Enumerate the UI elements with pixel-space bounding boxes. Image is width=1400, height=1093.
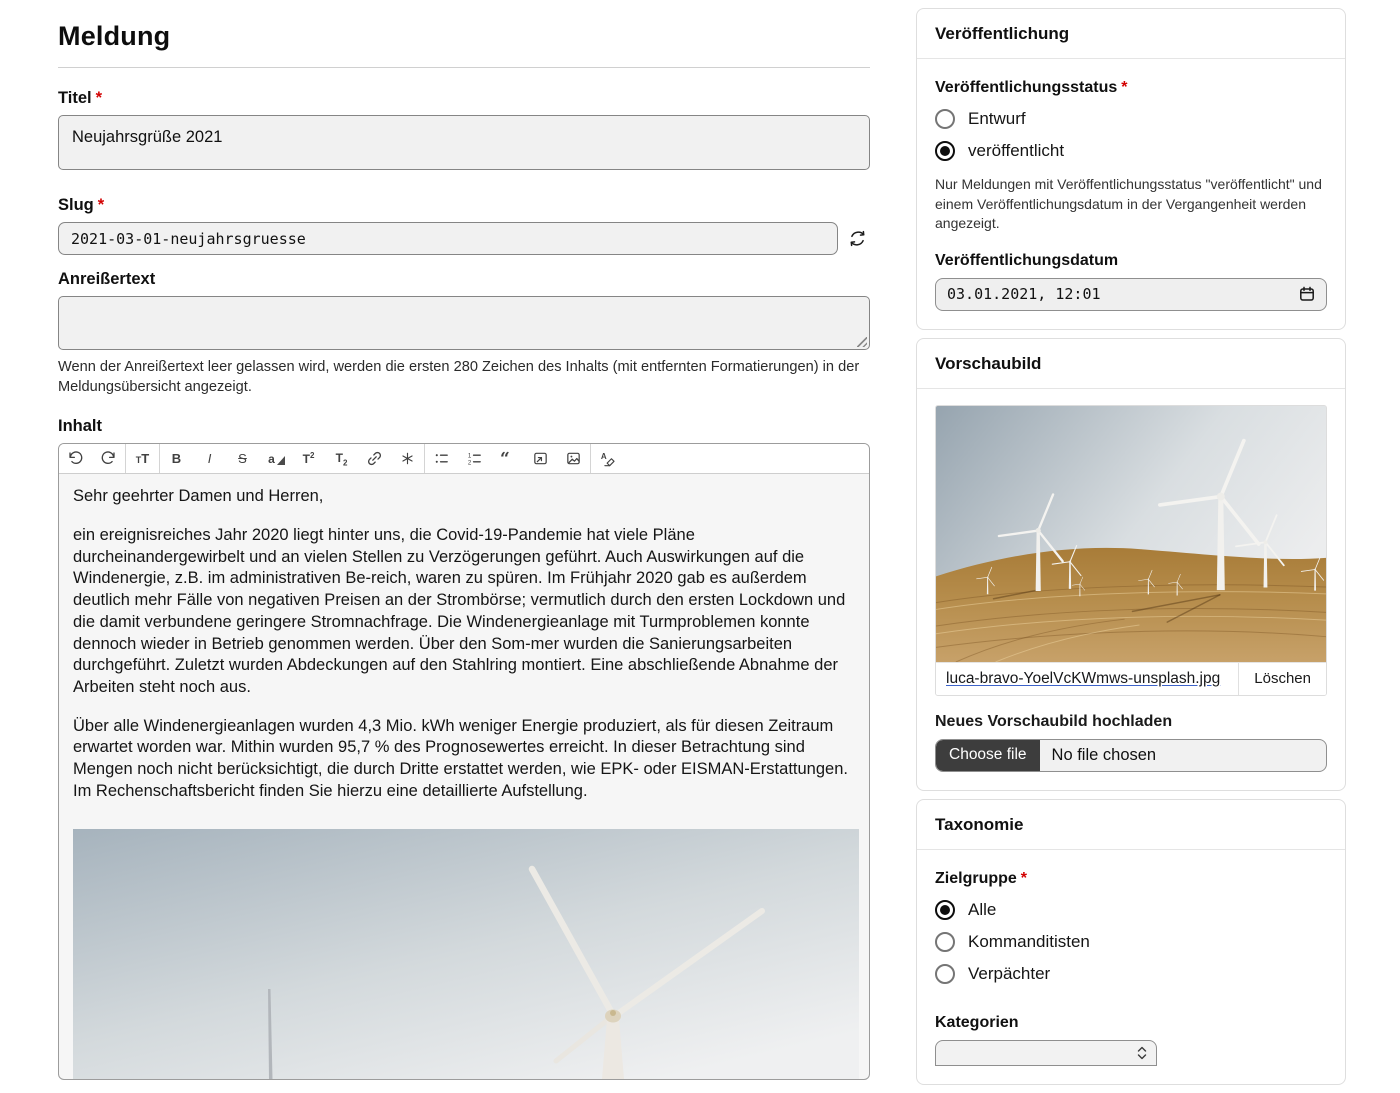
ordered-list-icon: [466, 450, 483, 467]
radio-label: Kommanditisten: [968, 931, 1090, 951]
divider: [58, 67, 870, 68]
footnote-button[interactable]: [391, 444, 424, 473]
zielgruppe-label: Zielgruppe *: [935, 869, 1028, 887]
taxonomy-card-title: Taxonomie: [917, 800, 1345, 850]
radio-kommanditisten[interactable]: [935, 926, 1327, 958]
meldung-form: [58, 16, 870, 1080]
undo-button[interactable]: [59, 444, 92, 473]
clear-formatting-icon: [599, 450, 616, 467]
sidebar: [916, 8, 1346, 1093]
kategorien-select[interactable]: [935, 1040, 1157, 1066]
svg-text:“: “: [499, 450, 510, 468]
bullet-list-icon: [433, 450, 450, 467]
italic-button[interactable]: [193, 444, 226, 473]
radio-label: Alle: [968, 899, 997, 919]
undo-icon: [67, 450, 84, 467]
required-marker: *: [95, 89, 103, 107]
superscript-button[interactable]: [292, 444, 325, 473]
image-button[interactable]: [557, 444, 590, 473]
svg-text:1: 1: [467, 452, 472, 460]
anreissertext-help: Wenn der Anreißertext leer gelassen wird, werden die ersten 280 Zeichen des Inhalts (mit entfernten Formatierungen) in der Meldungsübersicht angezeigt.: [58, 359, 860, 396]
editor-content[interactable]: [59, 474, 869, 1078]
radio-circle[interactable]: [935, 964, 955, 984]
radio-circle[interactable]: [935, 109, 955, 129]
slug-input[interactable]: 2021-03-01-neujahrsgruesse: [58, 222, 838, 255]
ordered-list-button[interactable]: [458, 444, 491, 473]
preview-image-card: [916, 338, 1346, 791]
paragraph: Über alle Windenergieanlagen wurden 4,3 Mio. kWh weniger Energie produziert, als für diesen Zeitraum erwartet worden war. Mithin wurden 95,7 % des Prognosewertes erreicht. In dieser Betrachtung sind Mengen noch nicht berücksichtigt, die durch Dritte erstattet werden, wie EPK- oder EISMAN-Erstattungen. Im Rechenschaftsbericht finden Sie hierzu eine detaillierte Aufstellung.: [73, 716, 848, 800]
file-upload-input[interactable]: [935, 739, 1327, 772]
anreissertext-textarea[interactable]: [58, 296, 870, 350]
publication-date-input[interactable]: [935, 278, 1327, 311]
delete-preview-button[interactable]: Löschen: [1238, 663, 1326, 695]
radio-label: Verpächter: [968, 963, 1051, 983]
redo-button[interactable]: [92, 444, 125, 473]
required-marker: *: [1020, 869, 1028, 887]
date-value: 03.01.2021, 12:01: [947, 285, 1101, 304]
preview-figure: [935, 405, 1327, 696]
content-windmill-image: [73, 829, 859, 1079]
radio-verpaechter[interactable]: [935, 958, 1327, 990]
preview-windmill-image: [936, 406, 1326, 662]
titel-label: Titel *: [58, 89, 103, 107]
bold-button[interactable]: [160, 444, 193, 473]
rich-text-editor: [58, 443, 870, 1079]
calendar-icon[interactable]: [1299, 286, 1315, 302]
preview-filename-link[interactable]: luca-bravo-YoelVcKWmws-unsplash.jpg: [946, 669, 1221, 687]
publication-status-label: Veröffentlichungsstatus *: [935, 79, 1128, 96]
italic-icon: I: [207, 451, 212, 467]
subscript-button[interactable]: [325, 444, 358, 473]
page-title: Meldung: [58, 21, 171, 51]
subscript-icon: $T_2$: [335, 450, 348, 467]
preview-card-title: Vorschaubild: [917, 339, 1345, 389]
heading-button[interactable]: [126, 444, 159, 473]
superscript-icon: $T^2$: [302, 451, 315, 467]
highlight-button[interactable]: [259, 444, 292, 473]
image-icon: [565, 450, 582, 467]
paragraph: ein ereignisreiches Jahr 2020 liegt hinter uns, die Covid-19-Pandemie hat viele Pläne durcheinandergewirbelt und an vielen Stellen zu Verzögerungen geführt. Auch Auswirkungen auf die Windenergie, z.B. im administrativen Be-reich, waren zu spüren. Im Frühjahr 2020 gab es außerdem deutlich mehr Fälle von negativen Preisen an der Strombörse; vermutlich durch den ersten Lockdown und die damit verbundene geringere Stromnachfrage. Die Windenergieanlage mit Turmproblemen konnte dennoch wieder in Betrieb genommen werden. Über den Som-mer wurden die Sanierungsarbeiten durchgeführt. Zuletzt wurden Abdeckungen auf den Stahlring montiert. Eine abschließende Abnahme der Arbeiten steht noch aus.: [73, 525, 846, 696]
radio-veroeffentlicht[interactable]: [935, 135, 1327, 167]
publication-card-title: Veröffentlichung: [917, 9, 1345, 59]
required-marker: *: [97, 196, 105, 214]
anreissertext-label: Anreißertext: [58, 270, 156, 288]
bold-icon: B: [171, 451, 182, 467]
heading-icon: TT: [135, 451, 150, 467]
redo-icon: [100, 450, 117, 467]
embed-icon: [532, 450, 549, 467]
choose-file-button[interactable]: Choose file: [936, 740, 1040, 771]
editor-toolbar: [59, 444, 869, 474]
titel-input[interactable]: Neujahrsgrüße 2021: [58, 115, 870, 170]
slug-regenerate-button[interactable]: [846, 228, 868, 250]
publication-status-help: Nur Meldungen mit Veröffentlichungsstatus "veröffentlicht" und einem Veröffentlichungsdatum in der Vergangenheit werden angezeigt.: [935, 176, 1322, 232]
link-button[interactable]: [358, 444, 391, 473]
radio-entwurf[interactable]: [935, 103, 1327, 135]
svg-text:A: A: [600, 452, 607, 462]
file-chosen-status: No file chosen: [1051, 745, 1157, 764]
upload-label: Neues Vorschaubild hochladen: [935, 712, 1173, 730]
radio-circle[interactable]: [935, 932, 955, 952]
bullet-list-button[interactable]: [425, 444, 458, 473]
svg-text:2: 2: [467, 459, 472, 467]
blockquote-button[interactable]: [491, 444, 524, 473]
required-marker: *: [1121, 79, 1128, 96]
refresh-icon: [848, 229, 867, 248]
radio-alle[interactable]: [935, 894, 1327, 926]
radio-label: Entwurf: [968, 109, 1026, 128]
asterisk-icon: [399, 450, 416, 467]
select-arrows-icon: [1137, 1046, 1147, 1060]
kategorien-label: Kategorien: [935, 1013, 1019, 1031]
quote-icon: [499, 450, 516, 467]
inhalt-label: Inhalt: [58, 417, 102, 436]
radio-label: veröffentlicht: [968, 141, 1065, 160]
publication-date-label: Veröffentlichungsdatum: [935, 251, 1119, 269]
publication-card: [916, 8, 1346, 330]
highlight-icon: a: [268, 452, 283, 466]
radio-circle[interactable]: [935, 141, 955, 161]
clear-formatting-button[interactable]: [591, 444, 624, 473]
embed-button[interactable]: [524, 444, 557, 473]
strikethrough-icon: S: [238, 451, 247, 467]
radio-circle[interactable]: [935, 900, 955, 920]
strikethrough-button[interactable]: [226, 444, 259, 473]
paragraph: Sehr geehrter Damen und Herren,: [73, 487, 324, 506]
taxonomy-card: [916, 799, 1346, 1085]
link-icon: [366, 450, 383, 467]
slug-label: Slug *: [58, 196, 105, 214]
